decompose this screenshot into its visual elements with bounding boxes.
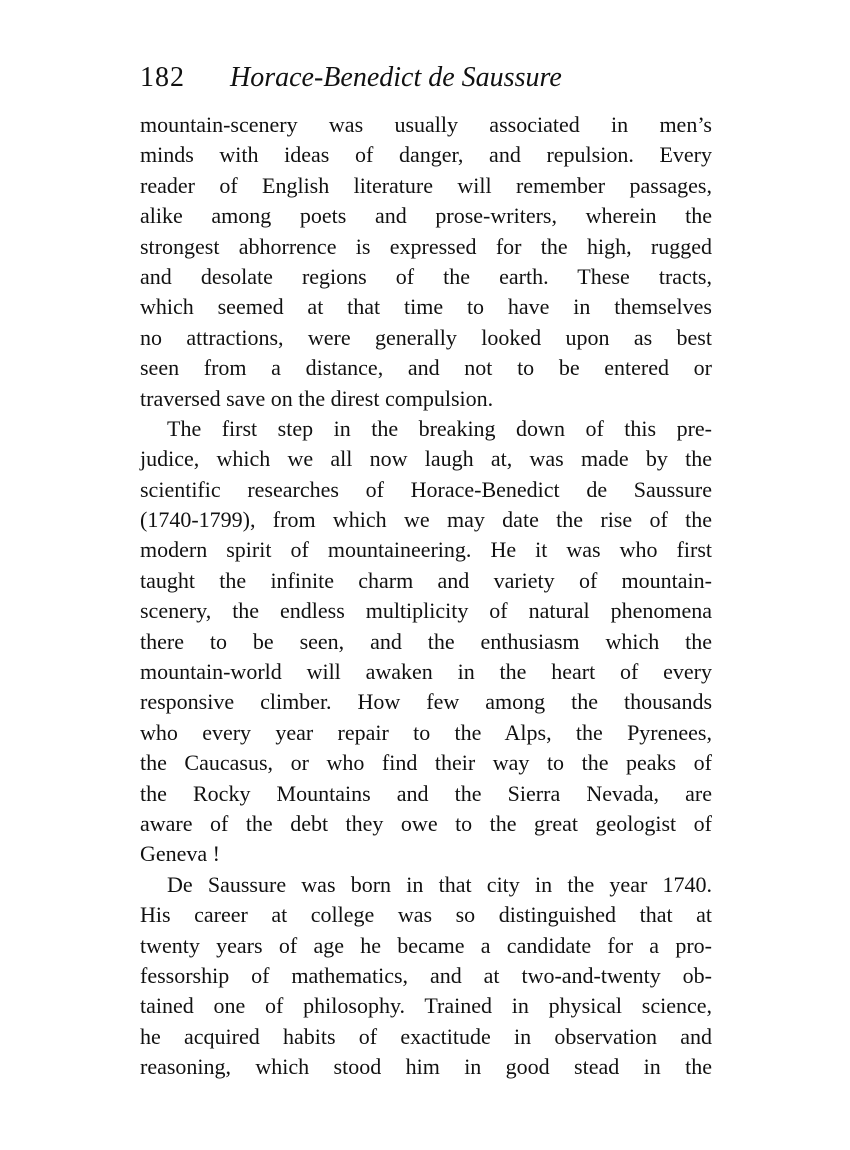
text-line: strongest abhorrence is expressed for the high, rugged — [140, 233, 712, 259]
text-line: seen from a distance, and not to be entered or — [140, 355, 712, 381]
running-title: Horace-Benedict de Saussure — [230, 62, 562, 93]
text-line: De Saussure was born in that city in the year 1740. — [167, 871, 712, 897]
text-line: reasoning, which stood him in good stead in the — [140, 1054, 712, 1080]
paragraph-2 — [140, 414, 712, 870]
paragraph-3 — [140, 870, 712, 1083]
text-line: scenery, the endless multiplicity of natural phenomena — [140, 598, 712, 624]
text-line: there to be seen, and the enthusiasm which the — [140, 628, 712, 654]
page-number: 182 — [140, 62, 185, 93]
text-line: reader of English literature will remember passages, — [140, 172, 712, 198]
text-line: which seemed at that time to have in themselves — [140, 294, 712, 320]
text-line: no attractions, were generally looked upon as best — [140, 324, 712, 350]
page-header — [140, 58, 720, 98]
text-line: The first step in the breaking down of this pre- — [167, 415, 712, 441]
text-line: modern spirit of mountaineering. He it was who first — [140, 537, 712, 563]
text-line: the Rocky Mountains and the Sierra Nevada, are — [140, 780, 712, 806]
text-line: taught the infinite charm and variety of mountain- — [140, 567, 712, 593]
text-line: minds with ideas of danger, and repulsion. Every — [140, 142, 712, 168]
text-line: traversed save on the direst compulsion. — [140, 385, 494, 411]
text-line: tained one of philosophy. Trained in physical science, — [140, 993, 712, 1019]
text-line: His career at college was so distinguished that at — [140, 902, 712, 928]
text-line: fessorship of mathematics, and at two-and-twenty ob- — [140, 962, 712, 988]
text-line: Geneva ! — [140, 841, 221, 867]
text-line: judice, which we all now laugh at, was made by the — [140, 446, 712, 472]
text-line: responsive climber. How few among the thousands — [140, 689, 712, 715]
text-line: mountain-world will awaken in the heart of every — [140, 659, 712, 685]
text-line: mountain-scenery was usually associated in men’s — [140, 112, 712, 137]
text-line: alike among poets and prose-writers, wherein the — [140, 203, 712, 229]
paragraph-1 — [140, 110, 712, 414]
text-line: the Caucasus, or who find their way to the peaks of — [140, 750, 712, 776]
text-line: and desolate regions of the earth. These tracts, — [140, 263, 712, 289]
body-text — [140, 110, 712, 1083]
text-line: scientific researches of Horace-Benedict de Saussure — [140, 476, 712, 502]
text-line: twenty years of age he became a candidate for a pro- — [140, 932, 712, 958]
text-line: (1740-1799), from which we may date the rise of the — [140, 507, 712, 533]
text-line: aware of the debt they owe to the great geologist of — [140, 810, 712, 836]
text-line: who every year repair to the Alps, the Pyrenees, — [140, 719, 712, 745]
text-line: he acquired habits of exactitude in observation and — [140, 1023, 712, 1049]
